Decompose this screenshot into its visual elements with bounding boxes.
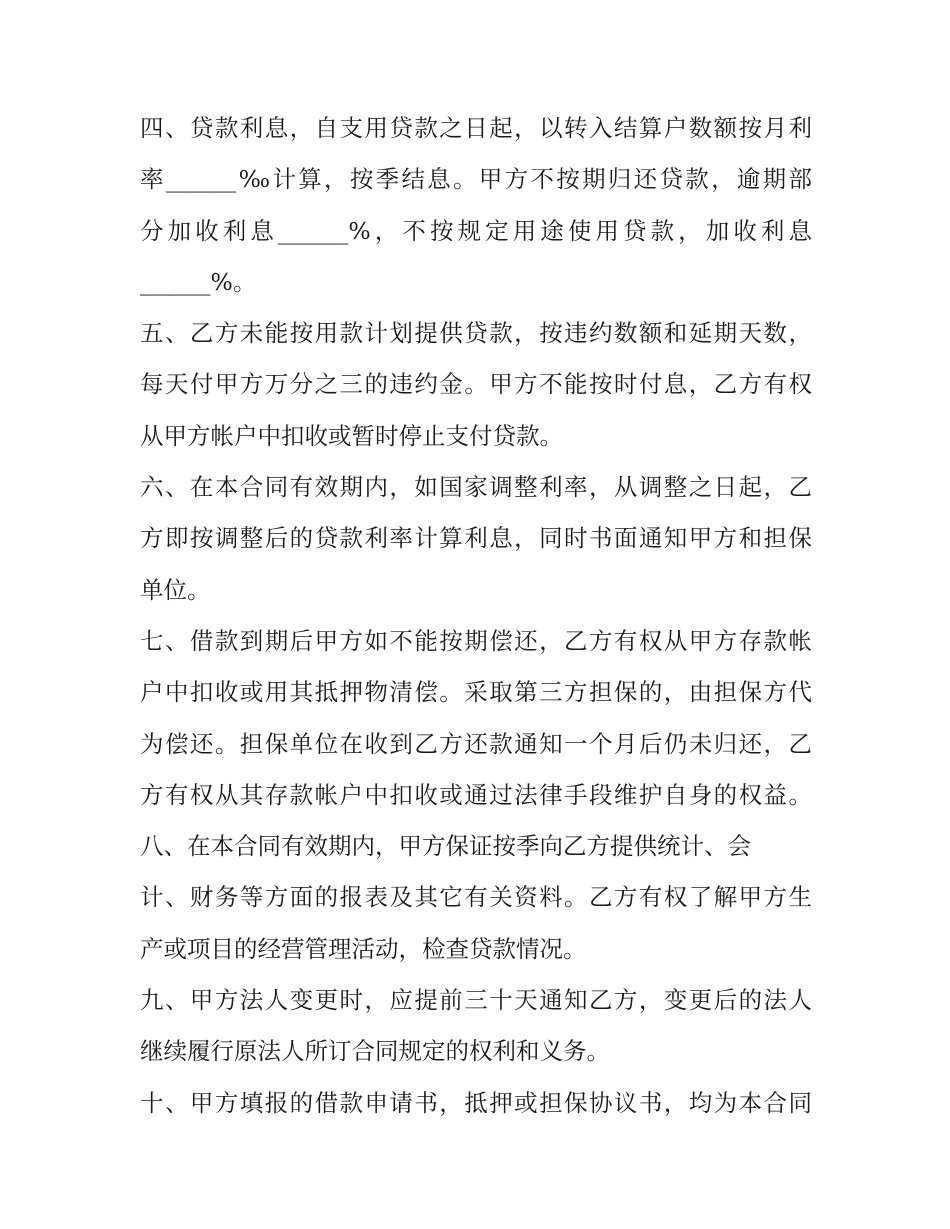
text-line: 户中扣收或用其抵押物清偿。采取第三方担保的，由担保方代 xyxy=(140,678,812,707)
text-line: 七、借款到期后甲方如不能按期偿还，乙方有权从甲方存款帐 xyxy=(140,626,812,655)
text-line: 十、甲方填报的借款申请书，抵押或担保协议书，均为本合同 xyxy=(140,1088,812,1117)
text-line: 五、乙方未能按用款计划提供贷款，按违约数额和延期天数， xyxy=(140,319,812,348)
text-line: 四、贷款利息，自支用贷款之日起，以转入结算户数额按月利 xyxy=(140,114,812,142)
text-line: 九、甲方法人变更时，应提前三十天通知乙方，变更后的法人 xyxy=(140,986,812,1015)
text-line: 计、财务等方面的报表及其它有关资料。乙方有权了解甲方生 xyxy=(140,883,812,912)
text-line: 分加收利息______%，不按规定用途使用贷款，加收利息 xyxy=(140,216,812,245)
text-line: 为偿还。担保单位在收到乙方还款通知一个月后仍未归还，乙 xyxy=(140,729,812,758)
contract-text xyxy=(140,103,812,1129)
text-line: 八、在本合同有效期内，甲方保证按季向乙方提供统计、会 xyxy=(140,832,751,861)
text-line: ______%。 xyxy=(140,267,257,296)
text-line: 方有权从其存款帐户中扣收或通过法律手段维护自身的权益。 xyxy=(140,780,812,809)
text-line: 产或项目的经营管理活动，检查贷款情况。 xyxy=(140,934,587,963)
text-line: 六、在本合同有效期内，如国家调整利率，从调整之日起，乙 xyxy=(140,473,812,502)
text-line: 单位。 xyxy=(140,575,211,604)
text-line: 继续履行原法人所订合同规定的权利和义务。 xyxy=(140,1037,610,1066)
text-line: 从甲方帐户中扣收或暂时停止支付贷款。 xyxy=(140,421,563,450)
text-line: 方即按调整后的贷款利率计算利息，同时书面通知甲方和担保 xyxy=(140,524,812,553)
text-line: 率______‰计算，按季结息。甲方不按期归还贷款，逾期部 xyxy=(140,165,812,194)
text-line: 每天付甲方万分之三的违约金。甲方不能按时付息，乙方有权 xyxy=(140,370,812,399)
